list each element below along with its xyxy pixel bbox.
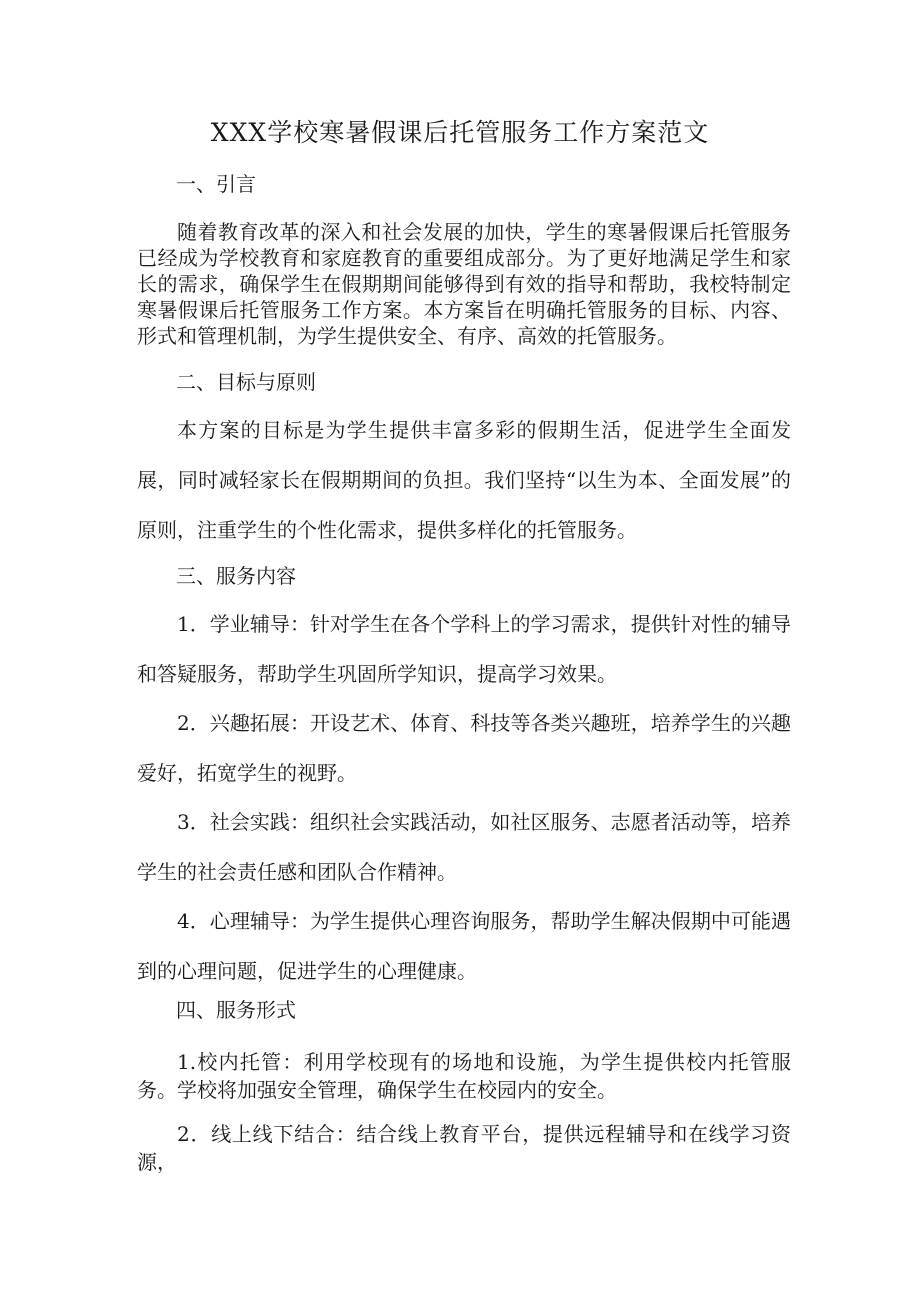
list-item-interest-development: 2．兴趣拓展：开设艺术、体育、科技等各类兴趣班，培养学生的兴趣爱好，拓宽学生的视野。 — [137, 711, 791, 785]
list-item-psychological-counseling: 4．心理辅导：为学生提供心理咨询服务，帮助学生解决假期中可能遇到的心理问题，促进学生的心理健康。 — [137, 909, 791, 983]
paragraph-goals: 本方案的目标是为学生提供丰富多彩的假期生活，促进学生全面发展，同时减轻家长在假期期间的负担。我们坚持“以生为本、全面发展”的原则，注重学生的个性化需求，提供多样化的托管服务。 — [137, 418, 791, 542]
paragraph-introduction: 随着教育改革的深入和社会发展的加快，学生的寒暑假课后托管服务已经成为学校教育和家庭教育的重要组成部分。为了更好地满足学生和家长的需求，确保学生在假期期间能够得到有效的指导和帮助，我校特制定寒暑假课后托管服务工作方案。本方案旨在明确托管服务的目标、内容、形式和管理机制，为学生提供安全、有序、高效的托管服务。 — [137, 220, 791, 348]
document-title: XXX学校寒暑假课后托管服务工作方案范文 — [210, 118, 710, 147]
section-heading-service-format: 四、服务形式 — [176, 998, 296, 1022]
section-heading-goals: 二、目标与原则 — [176, 370, 316, 394]
list-item-academic-tutoring: 1．学业辅导：针对学生在各个学科上的学习需求，提供针对性的辅导和答疑服务，帮助学生巩固所学知识，提高学习效果。 — [137, 612, 791, 686]
list-item-online-offline: 2．线上线下结合：结合线上教育平台，提供远程辅导和在线学习资源， — [137, 1122, 791, 1174]
section-heading-introduction: 一、引言 — [176, 172, 256, 196]
section-heading-service-content: 三、服务内容 — [176, 564, 296, 588]
list-item-on-campus-care: 1.校内托管：利用学校现有的场地和设施，为学生提供校内托管服务。学校将加强安全管理，确保学生在校园内的安全。 — [137, 1050, 791, 1102]
list-item-social-practice: 3．社会实践：组织社会实践活动，如社区服务、志愿者活动等，培养学生的社会责任感和团队合作精神。 — [137, 810, 791, 884]
